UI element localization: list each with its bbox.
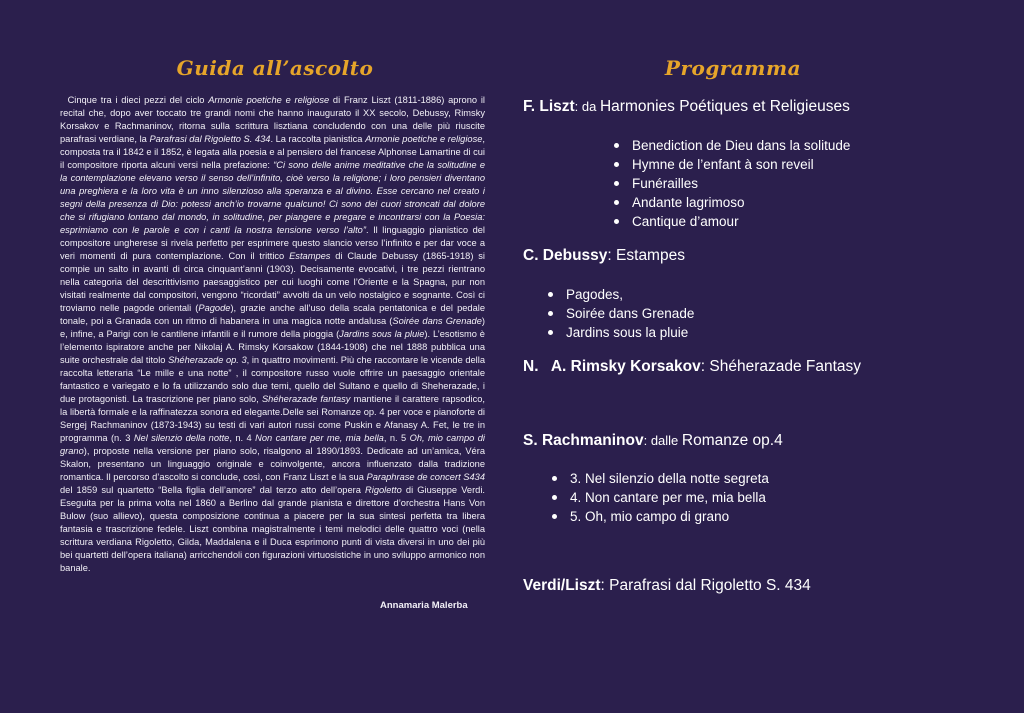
essay-text-italic: Pagode xyxy=(198,303,231,313)
essay-quote: “Ci sono delle anime meditative che la solitudine e la contemplazione elevano verso il senso dell’infinito, cioè verso la religione; i loro pensieri diventano una preghiera e la loro vita è un inno silenzioso alla speranza e al divino. Esse cercano nel creato i segni della presenza di Dio: potessi anch’io trovarne qualcuno! Ci sono dei cuori stroncati dal dolore che si rifugiano lontano dal mondo, in solitudine, per piangere e pregare e incontrarsi con la Poesia: esprimiamo con le parole e con i canti la nostra tensione verso l’alto” xyxy=(60,160,485,235)
listening-guide-essay xyxy=(60,94,485,575)
program-entry-rimsky-korsakov xyxy=(523,358,861,376)
program-entry-verdi-liszt xyxy=(523,577,811,595)
essay-text: , n. 4 xyxy=(229,433,256,443)
essay-text-italic: Armonie poetiche e religiose xyxy=(365,134,483,144)
piece-list-rachmaninov xyxy=(552,469,769,526)
essay-text-italic: Non cantare per me, mia bella xyxy=(255,433,384,443)
list-item: Pagodes, xyxy=(548,285,694,304)
list-item: Funérailles xyxy=(614,174,850,193)
essay-text: . Il linguaggio pianistico del compositore ungherese si rivela perfetto per esprimere questo slancio verso l’infinito e per dar voce a veri momenti di pura contemplazione. Con il trittico xyxy=(60,225,485,261)
entry-separator: : xyxy=(600,577,610,594)
essay-text: , n. 5 xyxy=(383,433,410,443)
list-item: Jardins sous la pluie xyxy=(548,323,694,342)
essay-text: ), grazie anche all’uso della scala pentatonica e del pedale tonale, poi a Granada con un ritmo di habanera in una magica notte andalusa ( xyxy=(60,303,485,326)
listening-guide-title: Guida all’ascolto xyxy=(176,56,374,80)
program-entry-liszt xyxy=(523,98,850,116)
essay-text-italic: Oh, mio campo di grano xyxy=(60,433,485,456)
composer-name: N. A. Rimsky Korsakov xyxy=(523,358,701,375)
entry-separator: : xyxy=(700,358,710,375)
work-title: Shéherazade Fantasy xyxy=(709,358,862,375)
list-item: 3. Nel silenzio della notte segreta xyxy=(552,469,769,488)
essay-text: . La raccolta pianistica xyxy=(270,134,366,144)
author-signature: Annamaria Malerba xyxy=(380,600,468,611)
essay-text-italic: Shéherazade op. 3 xyxy=(168,355,247,365)
essay-text-italic: Shéherazade fantasy xyxy=(261,394,351,404)
list-item: Cantique d’amour xyxy=(614,212,850,231)
list-item: Hymne de l’enfant à son reveil xyxy=(614,155,850,174)
essay-text: ). L’esotismo è l’elemento ispiratore anche per Nikolaj A. Rimsky Korsakow (1844-1908) che nel 1888 pubblica una suite orchestrale dal titolo xyxy=(60,329,485,365)
essay-text: di Franz Liszt (1811-1886) aprono il recital che, dopo aver toccato tre grandi nomi che hanno inaugurato il XX secolo, Debussy, Rimsky Korsakov e Rachmaninov, ritorna sulla scrittura lisztiana concludendo con una delle più riuscite parafrasi verdiane, la xyxy=(60,95,485,144)
piece-list-liszt xyxy=(614,136,850,231)
work-title: Romanze op.4 xyxy=(681,432,783,449)
list-item: Soirée dans Grenade xyxy=(548,304,694,323)
program-entry-debussy xyxy=(523,247,685,265)
essay-text: di Claude Debussy (1865-1918) si compie un salto in avanti di circa cinquant’anni (1903). Decisamente evocativi, i tre pezzi rientrano nella categoria del descrittivismo paesaggistico per cui luoghi come l’Oriente e la Spagna, pur non visitati realmente dal compositori, vengono “ricordati” avvolti da un velo nostalgico e sognante. Così ci troviamo nelle pagode orientali ( xyxy=(60,251,485,313)
entry-separator: : dalle xyxy=(643,433,682,448)
essay-text-italic: Armonie poetiche e religiose xyxy=(208,95,330,105)
entry-separator: : xyxy=(607,247,617,264)
essay-text-italic: Parafrasi dal Rigoletto S. 434 xyxy=(149,134,271,144)
essay-text: ), proposte nella versione per piano solo, risalgono al 1890/1893. Dedicate ad un’amica, Véra Skalon, presentano un linguaggio originale e coinvolgente, ancora influenzato dalla tradizione romantica. Il percorso d’ascolto si conclude, così, con Franz Liszt e la sua xyxy=(60,446,485,482)
composer-name: F. Liszt xyxy=(523,98,575,115)
essay-text: , composta tra il 1842 e il 1852, è legata alla poesia e al pensiero del francese Alphonse Lamartine di cui il compositore riporta alcuni versi nella prefazione: xyxy=(60,134,486,170)
essay-text: , in quattro movimenti. Più che raccontare le vicende della raccolta letteraria “Le mille e una notte” , il compositore russo vuole offrire un paesaggio orientale fantastico e variegato e lo fa utilizzando solo due temi, quello del Sultano e quello di Sheherazade, i due protagonisti. La trascrizione per piano solo, xyxy=(60,355,485,404)
list-item: Benediction de Dieu dans la solitude xyxy=(614,136,850,155)
composer-name: Verdi/Liszt xyxy=(523,577,601,594)
program-title: Programma xyxy=(664,56,802,80)
program-column xyxy=(523,56,993,80)
work-title: Parafrasi dal Rigoletto S. 434 xyxy=(609,577,811,594)
essay-text-italic: Jardins sous la pluie xyxy=(339,329,425,339)
essay-text-italic: Paraphrase de concert S434 xyxy=(366,472,485,482)
essay-text: mantiene il carattere rapsodico, la libertà formale e la raffinatezza sonora ed elegante.Delle sei Romanze op. 4 per voce e pianoforte di Sergej Rachmaninov (1873-1943) su testi di vari autori russi come Puskin e Afanasy A. Fet, le tre in programma (n. 3 xyxy=(60,394,486,443)
list-item: Andante lagrimoso xyxy=(614,193,850,212)
composer-name: C. Debussy xyxy=(523,247,608,264)
composer-name: S. Rachmaninov xyxy=(523,432,644,449)
work-title: Estampes xyxy=(616,247,685,264)
work-title: Harmonies Poétiques et Religieuses xyxy=(599,98,850,115)
listening-guide-column xyxy=(60,56,485,575)
list-item: 5. Oh, mio campo di grano xyxy=(552,507,769,526)
list-item: 4. Non cantare per me, mia bella xyxy=(552,488,769,507)
essay-text-italic: Estampes xyxy=(289,251,331,261)
essay-text: del 1859 sul quartetto “Bella figlia dell’amore” dal terzo atto dell’opera xyxy=(60,485,366,495)
essay-text-italic: Soirée dans Grenade xyxy=(392,316,482,326)
essay-text: di Giuseppe Verdi. Eseguita per la prima volta nel 1860 a Berlino dal grande pianista e direttore d’orchestra Hans Von Bulow (suo allievo), questa composizione continua a piacere per la sua sintesi perfetta tra libera fantasia e trascrizione fedele. Liszt combina magistralmente i temi melodici delle quattro voci (nella scrittura verdiana Rigoletto, Gilda, Maddalena e il Duca esprimono punti di vista diversi in uno dei più bei quartetti dell’opera italiana) arricchendoli con figurazioni virtuosistiche in uno sviluppo armonico non banale. xyxy=(60,485,485,573)
entry-separator: : da xyxy=(574,99,600,114)
essay-text: ) e, infine, a Parigi con le cantilene infantili e il rumore della pioggia ( xyxy=(60,316,485,339)
piece-list-debussy xyxy=(548,285,694,342)
essay-text: Cinque tra i dieci pezzi del ciclo xyxy=(67,95,209,105)
program-entry-rachmaninov xyxy=(523,432,783,450)
essay-text-italic: Nel silenzio della notte xyxy=(133,433,230,443)
essay-text-italic: Rigoletto xyxy=(365,485,402,495)
